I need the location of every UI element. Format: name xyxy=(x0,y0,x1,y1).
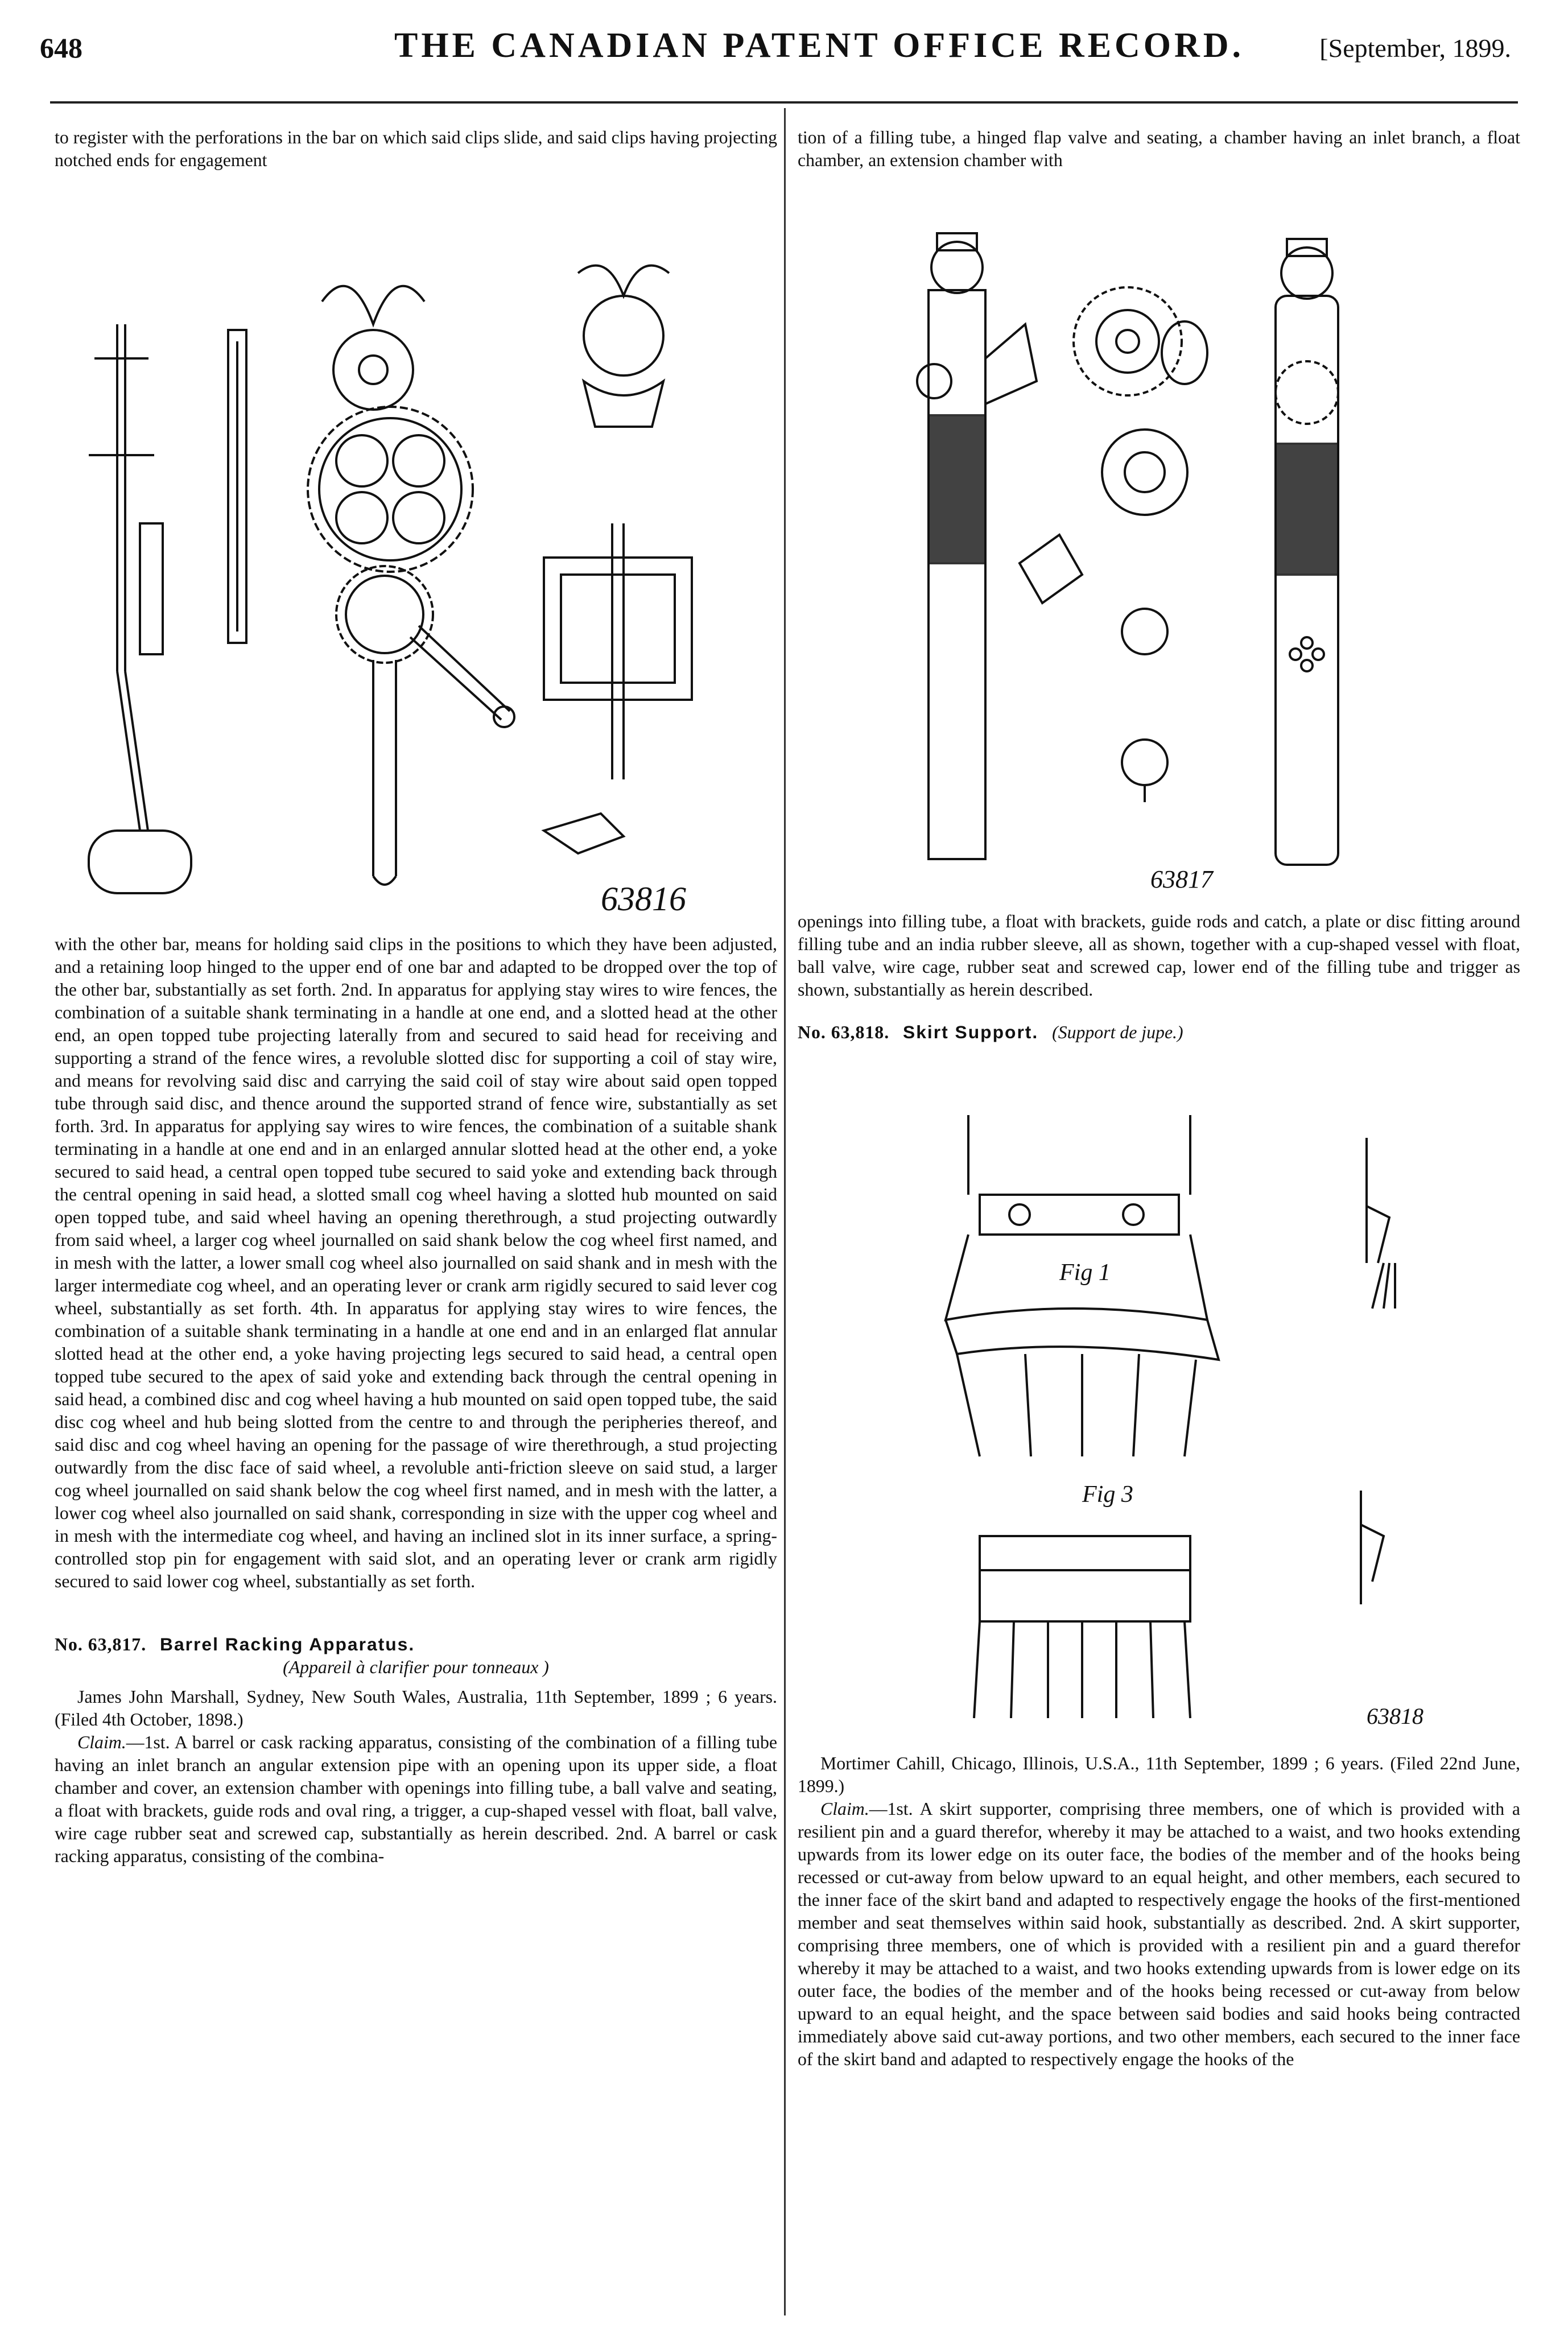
page-number: 648 xyxy=(40,32,82,64)
figure-63817-number: 63817 xyxy=(1150,865,1213,893)
left-top-text: to register with the perforations in the bar on which said clips slide, and said clips having projecting notched ends for engagement xyxy=(55,127,777,170)
patent-63817-heading xyxy=(55,1633,777,1656)
issue-date: [September, 1899. xyxy=(1319,34,1511,63)
figure-63816-drawing xyxy=(55,239,777,922)
header-rule xyxy=(50,101,1518,104)
patent-63818-title: Skirt Support. xyxy=(903,1022,1039,1042)
right-column-lower xyxy=(798,1752,1520,2071)
spacer xyxy=(55,1593,777,1633)
patent-63818-inventor: Mortimer Cahill, Chicago, Illinois, U.S.A., 11th September, 1899 ; 6 years. (Filed 22nd June, 1899.) xyxy=(798,1753,1520,1796)
patent-63818-french-title: (Support de jupe.) xyxy=(1052,1022,1183,1042)
patent-63818-heading xyxy=(798,1021,1520,1044)
claim-63816-continuation: with the other bar, means for holding said clips in the positions to which they have been adjusted, and a retaining loop hinged to the upper end of one bar and adapted to be dropped over the top of the other bar, substantially as set forth. 2nd. In apparatus for applying stay wires to wire fences, the combination of a suitable shank terminating in a handle at one end, and a slotted head at the other end, an open topped tube projecting laterally from and secured to said head for receiving and supporting a strand of the fence wires, a revoluble slotted disc for supporting a coil of stay wire, and means for revolving said disc and carrying the said coil of stay wire about said open topped tube through said disc, and thence around the supported strand of fence wire, substantially as set forth. 3rd. In apparatus for applying say wires to wire fences, the combination of a suitable shank terminating in a handle at one end and in an enlarged annular slotted head at the other end, a yoke secured to said head, a central open topped tube secured to said yoke and extending back through the central opening in said head, a slotted small cog wheel having a slotted hub mounted on said open topped tube, and said wheel having an opening therethrough, a stud projecting outwardly from said wheel, a larger cog wheel journalled on said shank below the cog wheel first named, and in mesh with the latter, a lower small cog wheel also journalled on said shank and in mesh with the larger intermediate cog wheel, and an operating lever or crank arm rigidly secured to said lever cog wheel, substantially as set forth. 4th. In apparatus for applying stay wires to wire fences, the combination of a suitable shank terminating in a handle at one end and in an enlarged flat annular slotted head at the other end, a yoke having projecting legs secured to said head, a central open topped tube secured to the apex of said yoke and extending back through the central opening in said head, a combined disc and cog wheel having a hub mounted on said open topped tube, the said disc cog wheel and hub being slotted from the centre to and through the peripheries thereof, and said disc and cog wheel having an opening for the passage of wire therethrough, a stud projecting outwardly from the disc face of said wheel, a revoluble anti-friction sleeve on said stud, a larger cog wheel journalled on said shank below the cog wheel first named, and in mesh with the latter, a lower cog wheel also journalled on said shank, corresponding in size with the upper cog wheel and in mesh with the intermediate cog wheel, and having an inclined slot in its inner surface, a spring-controlled stop pin for engagement with said slot, and an operating lever or crank arm rigidly secured to said lower cog wheel, substantially as set forth. xyxy=(55,934,777,1591)
patent-63818-number: No. 63,818. xyxy=(798,1022,890,1042)
column-divider xyxy=(784,108,786,2315)
patent-63818-claim xyxy=(798,1798,1520,2071)
patent-63817-claim-text: —1st. A barrel or cask racking apparatus, consisting of the combination of a filling tube having an inlet branch an angular extension pipe with an opening upon its upper side, a float chamber and cover, an extension chamber with openings into filling tube, a ball valve and seating, a float with brackets, guide rods and oval ring, a trigger, a cup-shaped vessel with float, ball valve, wire cage rubber seat and screwed cap, substantially as herein described. 2nd. A barrel or cask racking apparatus, consisting of the combina- xyxy=(55,1732,777,1866)
right-top-text: tion of a filling tube, a hinged flap valve and seating, a chamber having an inlet branch, a float chamber, an extension chamber with xyxy=(798,127,1520,170)
page-header xyxy=(0,0,1568,91)
figure-63818-fig1-label: Fig 1 xyxy=(1059,1260,1111,1286)
spacer xyxy=(55,1679,777,1686)
patent-63817-inventor: James John Marshall, Sydney, New South Wales, Australia, 11th September, 1899 ; 6 years. (Filed 4th October, 1898.) xyxy=(55,1687,777,1730)
patent-63817-claim xyxy=(55,1731,777,1868)
right-column-upper xyxy=(798,910,1520,1044)
patent-63817-claim-label: Claim. xyxy=(77,1732,126,1752)
patent-63817-french-title: (Appareil à clarifier pour tonneaux ) xyxy=(283,1657,549,1677)
left-column xyxy=(55,933,777,1868)
publication-title: THE CANADIAN PATENT OFFICE RECORD. xyxy=(394,26,1245,65)
patent-63817-title: Barrel Racking Apparatus. xyxy=(160,1634,415,1654)
figure-63817-drawing xyxy=(798,199,1520,899)
patent-63818-claim-text: —1st. A skirt supporter, comprising three members, one of which is provided with a resilient pin and a guard therefor, whereby it may be attached to a waist, and two hooks extending upwards from its lower edge on its outer face, the bodies of the member and of the hooks being recessed or cut-away from below upward to an equal height, and other members, each secured to the inner face of the skirt band and adapted to respectively engage the hooks of the first-mentioned member and seat themselves within said hook, substantially as described. 2nd. A skirt supporter, comprising three members, one of which is provided with a resilient pin and a guard therefor whereby it may be attached to a waist, and two hooks extending upwards from is lower edge on its outer face, the bodies of the member and of the hooks being recessed or cut-away from below upward to an equal height, and the space between said bodies and said hooks being contracted immediately above said cut-away portions, and two other members, each secured to the inner face of the skirt band and adapted to respectively engage the hooks of the xyxy=(798,1799,1520,2069)
figure-63818-number: 63818 xyxy=(1367,1703,1423,1729)
patent-63818-claim-label: Claim. xyxy=(820,1799,869,1819)
figure-63818-drawing xyxy=(798,1092,1520,1735)
figure-63818-fig3-label: Fig 3 xyxy=(1082,1481,1133,1508)
figure-63816-number: 63816 xyxy=(601,880,686,918)
spacer xyxy=(798,1001,1520,1021)
left-top-text-block xyxy=(55,126,777,172)
right-top-text-block xyxy=(798,126,1520,172)
patent-63817-number: No. 63,817. xyxy=(55,1634,147,1654)
claim-63817-continuation: openings into filling tube, a float with brackets, guide rods and catch, a plate or disc fitting around filling tube and an india rubber sleeve, all as shown, together with a cup-shaped vessel with float, ball valve, wire cage, rubber seat and screwed cap, lower end of the filling tube and trigger as shown, substantially as herein described. xyxy=(798,911,1520,1000)
